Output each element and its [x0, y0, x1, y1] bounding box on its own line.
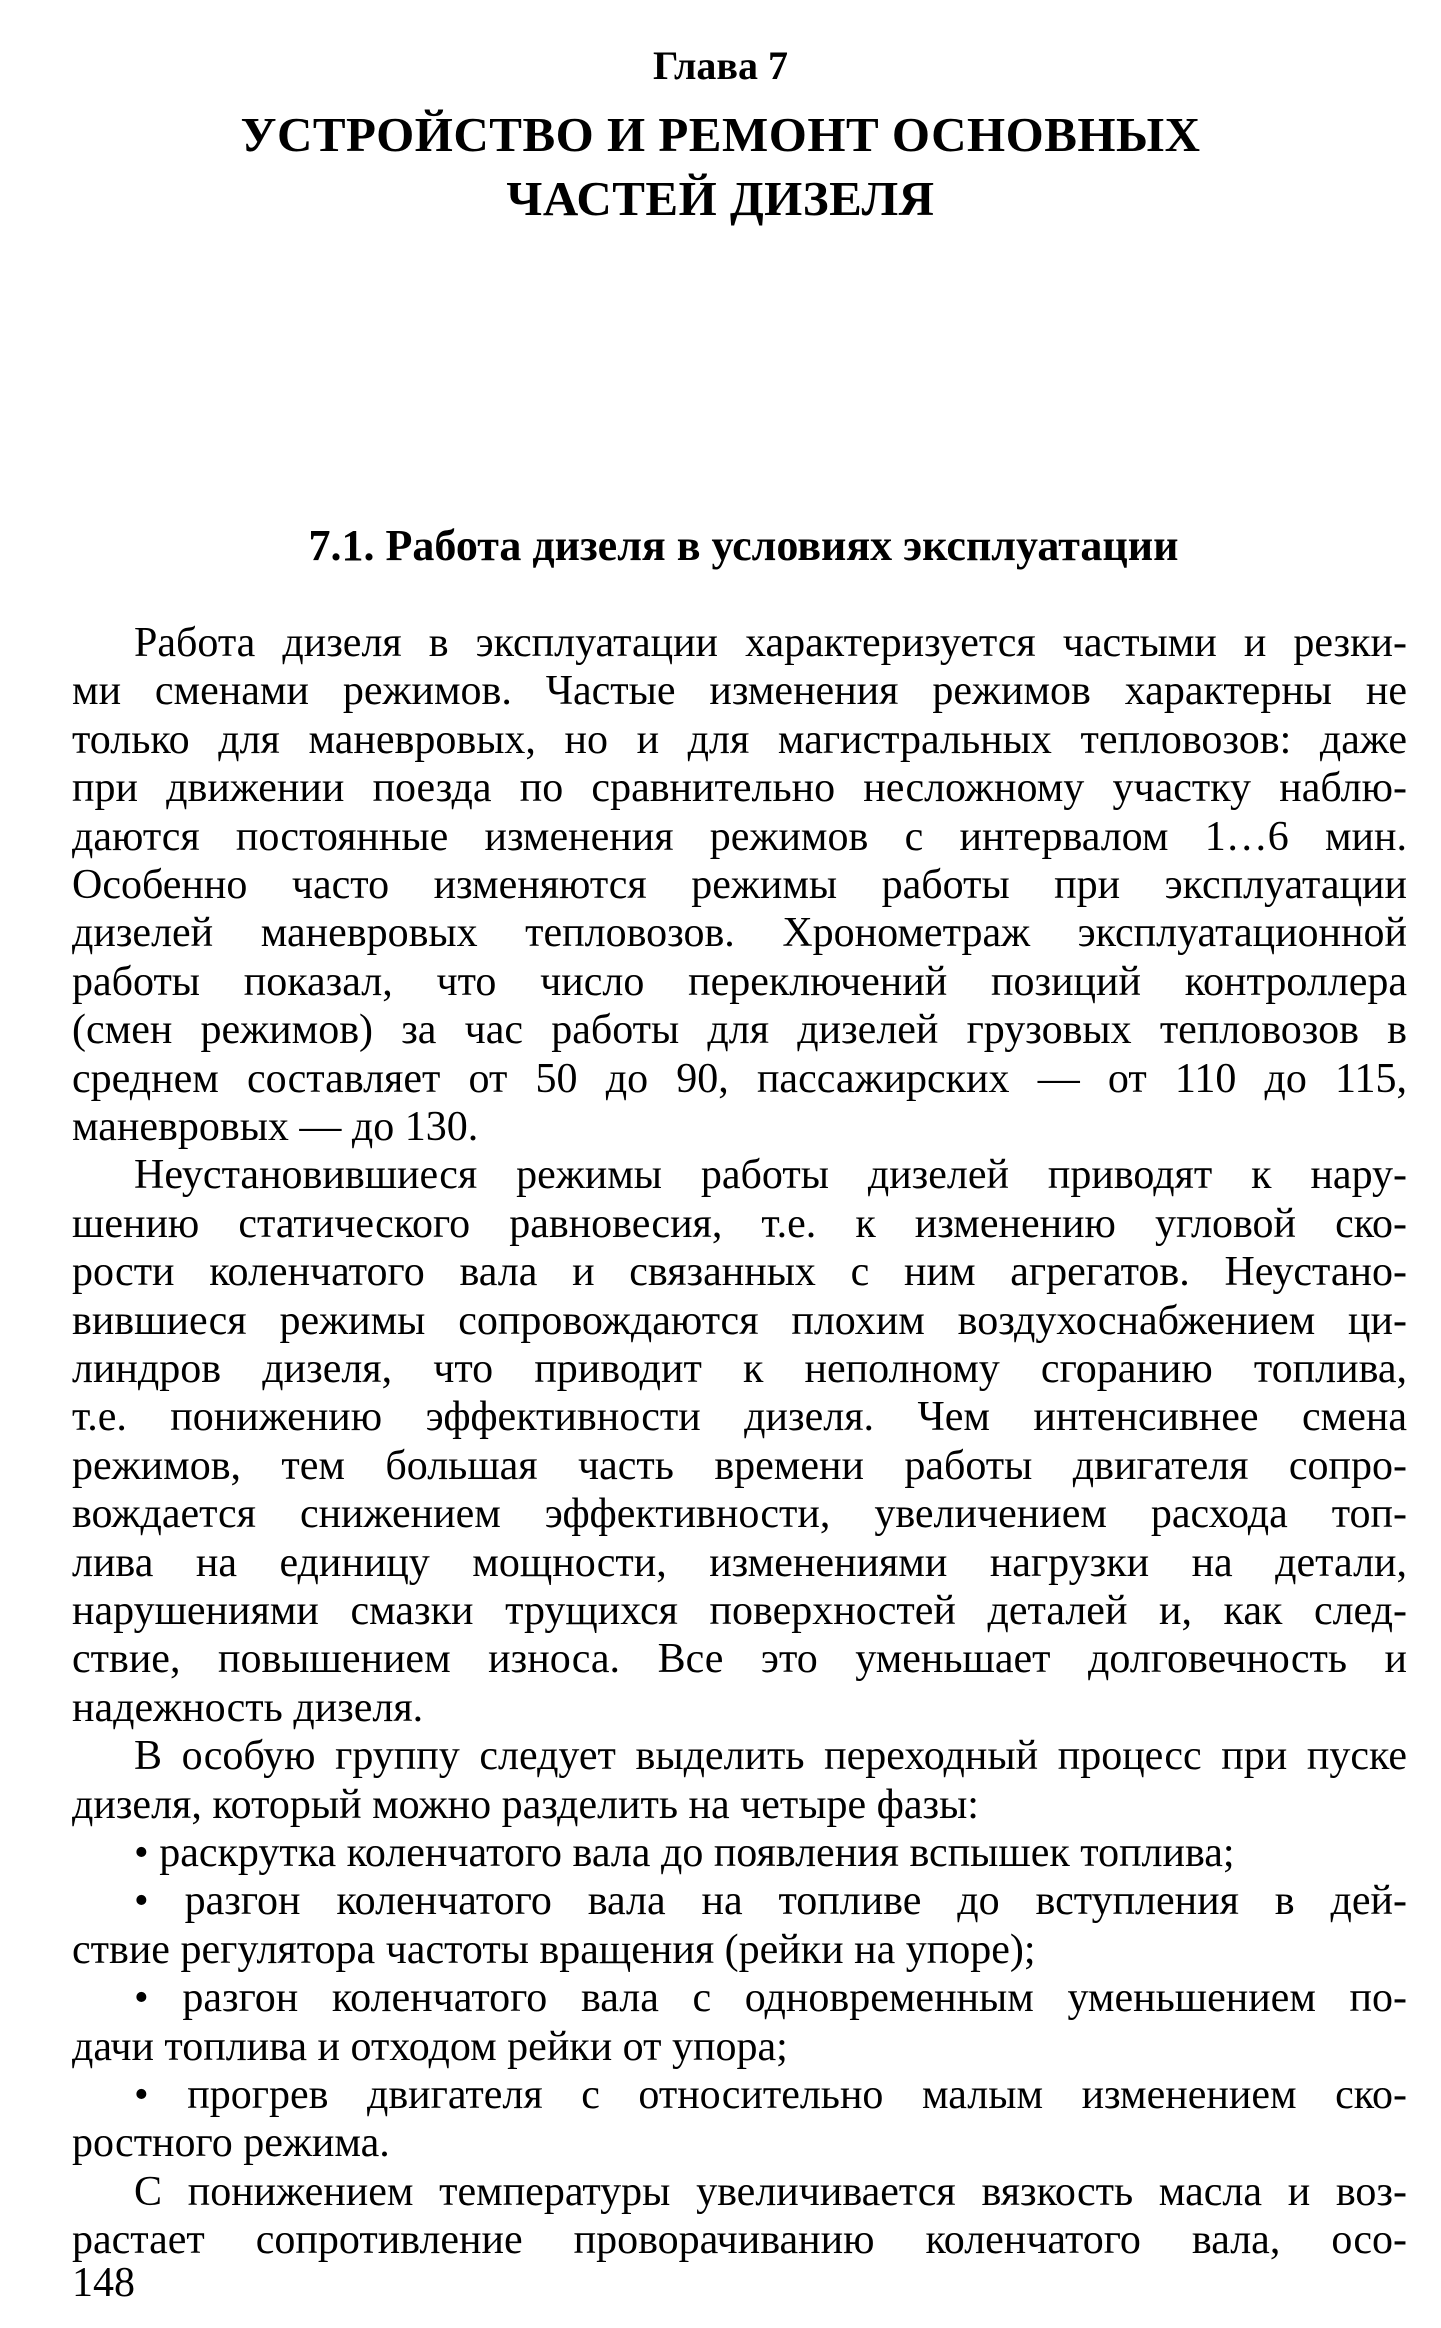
text-line: нарушениями смазки трущихся поверхностей деталей и, как след-	[72, 1588, 1407, 1634]
text-line: вившиеся режимы сопровождаются плохим воздухоснабжением ци-	[72, 1297, 1407, 1344]
text-line: рости коленчатого вала и связанных с ним агрегатов. Неустано-	[72, 1249, 1407, 1296]
text-line: надежность дизеля.	[72, 1684, 424, 1731]
text-line: Работа дизеля в эксплуатации характеризуется частыми и резки-	[134, 620, 1407, 666]
text-line: • разгон коленчатого вала на топливе до вступления в дей-	[134, 1878, 1407, 1925]
text-line: Особенно часто изменяются режимы работы при эксплуатации	[72, 862, 1407, 908]
page-number: 148	[72, 2260, 135, 2306]
text-line: ствие регулятора частоты вращения (рейки на упоре);	[72, 1926, 1036, 1973]
text-line: (смен режимов) за час работы для дизелей грузовых тепловозов в	[72, 1007, 1407, 1054]
text-line: • разгон коленчатого вала с одновременным уменьшением по-	[134, 1975, 1407, 2022]
text-line: • прогрев двигателя с относительно малым изменением ско-	[134, 2072, 1407, 2118]
text-line: Неустановившиеся режимы работы дизелей приводят к нару-	[134, 1152, 1407, 1199]
chapter-title-line-1: УСТРОЙСТВО И РЕМОНТ ОСНОВНЫХ	[240, 107, 1201, 162]
text-line: С понижением температуры увеличивается вязкость масла и воз-	[134, 2168, 1407, 2215]
section-heading: 7.1. Работа дизеля в условиях эксплуатации	[308, 521, 1179, 570]
text-line: ми сменами режимов. Частые изменения режимов характерны не	[72, 668, 1407, 715]
text-line: ствие, повышением износа. Все это уменьшает долговечность и	[72, 1636, 1407, 1683]
text-line: • раскрутка коленчатого вала до появления вспышек топлива;	[134, 1830, 1235, 1876]
chapter-label: Глава 7	[653, 43, 788, 88]
text-line: В особую группу следует выделить переходный процесс при пуске	[134, 1733, 1407, 1780]
text-line: маневровых — до 130.	[72, 1104, 479, 1150]
chapter-title-line-2: ЧАСТЕЙ ДИЗЕЛЯ	[506, 171, 935, 226]
text-line: т.е. понижению эффективности дизеля. Чем интенсивнее смена	[72, 1394, 1407, 1441]
text-line: работы показал, что число переключений позиций контроллера	[72, 958, 1407, 1005]
text-line: дизеля, который можно разделить на четыре фазы:	[72, 1781, 979, 1828]
text-line: дизелей маневровых тепловозов. Хронометраж эксплуатационной	[72, 910, 1407, 957]
text-line: линдров дизеля, что приводит к неполному сгоранию топлива,	[72, 1346, 1407, 1392]
text-line: вождается снижением эффективности, увеличением расхода топ-	[72, 1491, 1407, 1538]
text-line: лива на единицу мощности, изменениями нагрузки на детали,	[72, 1539, 1407, 1586]
text-line: режимов, тем большая часть времени работы двигателя сопро-	[72, 1442, 1407, 1489]
text-line: только для маневровых, но и для магистральных тепловозов: даже	[72, 716, 1407, 763]
text-line: при движении поезда по сравнительно несложному участку наблю-	[72, 765, 1407, 812]
text-line: растает сопротивление проворачиванию коленчатого вала, осо-	[72, 2217, 1407, 2264]
text-line: ростного режима.	[72, 2120, 390, 2167]
text-line: среднем составляет от 50 до 90, пассажирских — от 110 до 115,	[72, 1055, 1407, 1102]
text-line: дачи топлива и отходом рейки от упора;	[72, 2023, 788, 2070]
text-line: даются постоянные изменения режимов с интервалом 1…6 мин.	[72, 813, 1407, 860]
text-line: шению статического равновесия, т.е. к изменению угловой ско-	[72, 1200, 1407, 1247]
